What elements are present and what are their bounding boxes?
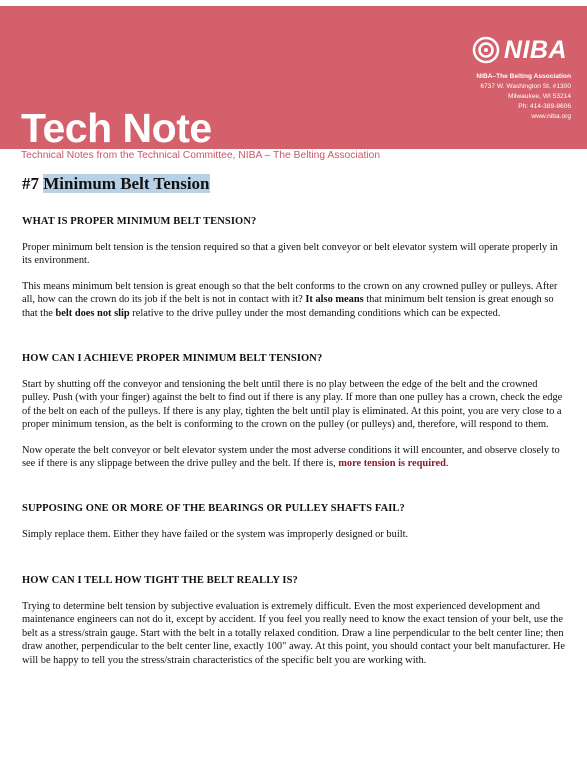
org-name: NIBA–The Belting Association <box>476 73 571 80</box>
section-1-paragraph-2 <box>22 280 567 320</box>
niba-logo-icon <box>472 36 500 64</box>
text-run: This means minimum belt tension is great enough so that the belt conforms to the crown on any crowned pulley or pulleys. After all, how can the crown do its job if the belt is not in contact with it? <box>22 280 558 306</box>
section-heading-3: SUPPOSING ONE OR MORE OF THE BEARINGS OR PULLEY SHAFTS FAIL? <box>22 503 405 515</box>
header-banner <box>0 6 587 149</box>
logo-text: NIBA <box>503 35 567 64</box>
emphasis-text: more tension is required <box>338 458 446 470</box>
emphasis-text: It also means <box>305 294 364 306</box>
tech-note-title: Tech Note <box>21 105 212 151</box>
section-heading-1: WHAT IS PROPER MINIMUM BELT TENSION? <box>22 216 257 227</box>
address-block <box>476 72 571 122</box>
document-body <box>22 173 567 667</box>
doc-number: #7 <box>22 174 39 193</box>
phone-number: Ph: 414-389-8606 <box>518 103 571 110</box>
section-heading-4: HOW CAN I TELL HOW TIGHT THE BELT REALLY IS? <box>22 574 298 586</box>
section-2-paragraph-1: Start by shutting off the conveyor and tensioning the belt until there is no play between the edge of the belt and the crowned pulley. Push (with your finger) against the belt to find out if there is any play. If more than one pulley has a crown, check the edge of the belt on each of the pulleys. If there is any play, tighten the belt until play is eliminated. At this point, you are very close to a proper minimum tension, as the belt is conforming to the crown on the pulley (or pulleys) and, therefore, will respond to them. <box>22 379 563 431</box>
section-4-paragraph-1: Trying to determine belt tension by subjective evaluation is extremely difficult. Even the most experienced development and maintenance engineers can not do it, except by accident. If you feel you really need to know the exact tension of your belt, use the belt as a stress/strain gauge. Start with the belt in a totally relaxed condition. Draw a line perpendicular to the belt center line; then draw another, perpendicular to the belt center line, exactly 100" away. At this point, you should contact your belt manufacturer. He will be happy to tell you the stress/strain characteristics of the specific belt you are working with. <box>22 600 565 666</box>
section-2-paragraph-2 <box>22 444 567 471</box>
niba-logo <box>472 36 567 64</box>
section-1-paragraph-1: Proper minimum belt tension is the tension required so that a given belt conveyor or belt elevator system will operate properly in its environment. <box>22 242 558 267</box>
emphasis-text: belt does not slip <box>55 307 130 319</box>
header-subtitle: Technical Notes from the Technical Committee, NIBA – The Belting Association <box>21 150 381 161</box>
text-run: that minimum belt tension is great enough so that the <box>22 294 554 319</box>
document-title <box>22 173 567 195</box>
section-3-paragraph-1: Simply replace them. Either they have failed or the system was improperly designed or built. <box>22 529 409 541</box>
text-run: Now operate the belt conveyor or belt elevator system under the most adverse conditions it will encounter, and observe closely to see if there is any slippage between the drive pulley and the belt. If there is, <box>22 444 560 470</box>
doc-title-text[interactable]: Minimum Belt Tension <box>43 174 210 193</box>
text-run: relative to the drive pulley under the most demanding conditions which can be expected. <box>129 307 501 319</box>
address-line-2: Milwaukee, WI 53214 <box>507 93 571 100</box>
section-heading-2: HOW CAN I ACHIEVE PROPER MINIMUM BELT TENSION? <box>22 353 323 365</box>
text-run: . <box>445 458 449 470</box>
address-line-1: 6737 W. Washington St. #1300 <box>480 83 571 90</box>
website-link[interactable]: www.niba.org <box>531 113 571 120</box>
